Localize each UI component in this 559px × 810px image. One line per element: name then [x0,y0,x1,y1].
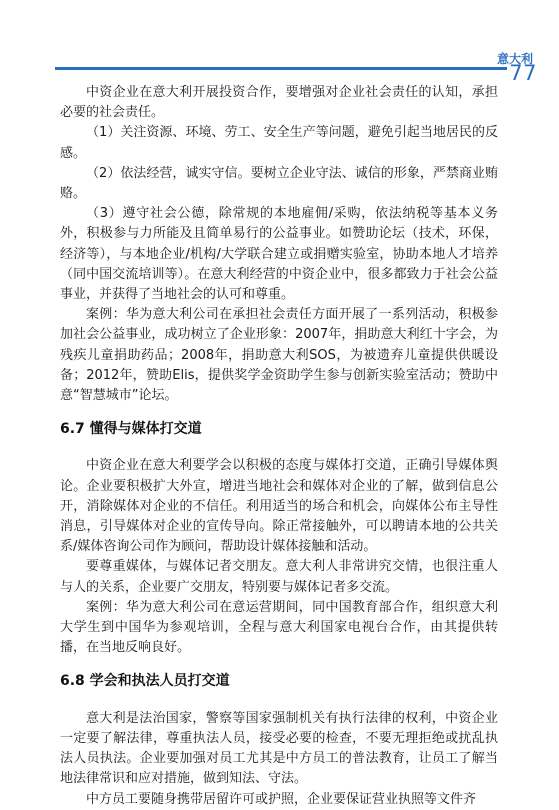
responsibility-item-1: （1）关注资源、环境、劳工、安全生产等问题，避免引起当地居民的反感。 [60,125,498,161]
responsibility-item-2: （2）依法经营，诚实守信。要树立企业守法、诚信的形象，严禁商业贿赂。 [60,165,498,202]
running-header-country: 意大利 [496,52,533,66]
page-number: 77 [509,61,537,85]
section-heading-6-8: 6.8 学会和执法人员打交道 [60,673,230,690]
responsibility-item-3: （3）遵守社会公德，除常规的本地雇佣/采购，依法纳税等基本义务外，积极参与力所能及且简单易行的公益事业。如赞助论坛（技术，环保，经济等），与本地企业/机构/大学联合建立或捐赠实验室，协助本地人才培养（同中国交流培训等）。在意大利经营的中资企业中，很多都致力于社会公益事业，并获得了当地社会的认可和尊重。 [60,206,498,303]
media-paragraph-2: 要尊重媒体，与媒体记者交朋友。意大利人非常讲究交情，也很注重人与人的关系，企业要广交朋友，特别要与媒体记者多交流。 [60,559,498,595]
case-paragraph-huawei-media: 案例：华为意大利公司在意运营期间，同中国教育部合作，组织意大利大学生到中国华为参观培训，全程与意大利国家电视台合作，由其提供转播，在当地反响良好。 [60,599,498,656]
intro-paragraph: 中资企业在意大利开展投资合作，要增强对企业社会责任的认知，承担必要的社会责任。 [60,85,498,121]
header-rule [55,67,507,70]
section-heading-6-7: 6.7 懂得与媒体打交道 [60,421,202,438]
media-paragraph-1: 中资企业在意大利要学会以积极的态度与媒体打交道，正确引导媒体舆论。企业要积极扩大外宣，增进当地社会和媒体对企业的了解，做到信息公开，消除媒体对企业的不信任。利用适当的场合和机会，向媒体公布主导性消息，引导媒体对企业的宣传导向。除正常接触外，可以聘请本地的公共关系/媒体咨询公司作为顾问，帮助设计媒体接触和活动。 [60,458,498,555]
case-paragraph-huawei-csr: 案例：华为意大利公司在承担社会责任方面开展了一系列活动，积极参加社会公益事业，成功树立了企业形象：2007年，捐助意大利红十字会，为残疾儿童捐助药品；2008年，捐助意大利SOS，为被遗弃儿童提供供暖设备；2012年，赞助Elis，提供奖学金资助学生参与创新实验室活动；赞助中意“智慧城市”论坛。 [60,307,498,404]
law-paragraph-1: 意大利是法治国家，警察等国家强制机关有执行法律的权利，中资企业一定要了解法律，尊重执法人员，接受必要的检查，不要无理拒绝或扰乱执法人员执法。企业要加强对员工尤其是中方员工的普法教育，让员工了解当地法律常识和应对措施，做到知法、守法。 [60,710,498,787]
page-body [60,83,498,810]
law-paragraph-2: 中方员工要随身携带居留许可或护照，企业要保证营业执照等文件齐 [86,791,477,807]
